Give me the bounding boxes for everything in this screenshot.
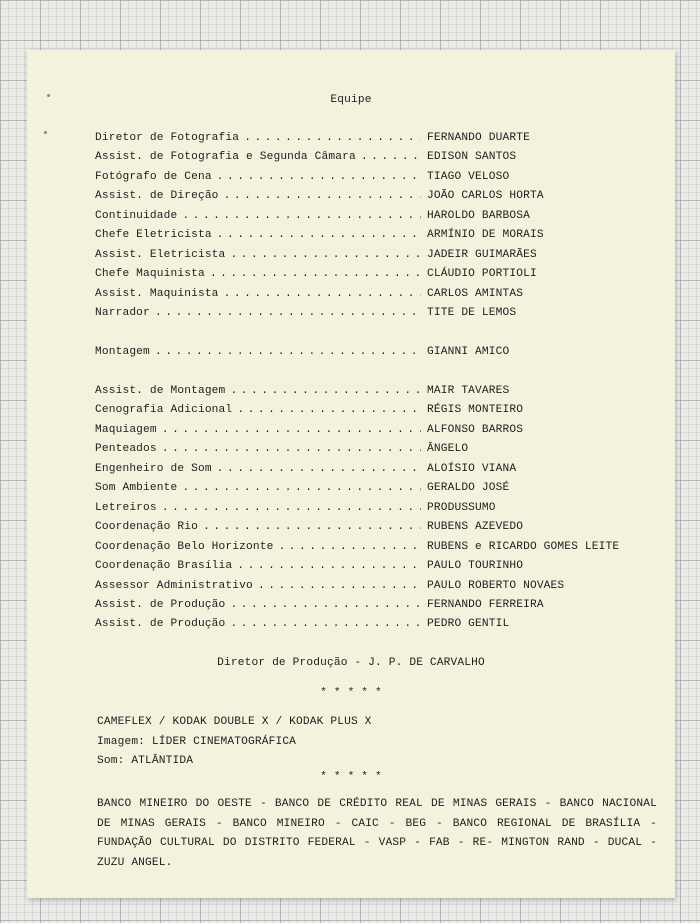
punch-mark	[44, 131, 47, 134]
crew-role: Montagem . . .	[95, 345, 421, 359]
acknowledgements: BANCO MINEIRO DO OESTE - BANCO DE CRÉDITO REAL DE MINAS GERAIS - BANCO NACIONAL DE MINAS GERAIS - BANCO MINEIRO - CAIC - BEG - BANCO REGIONAL DE BRASÍLIA - FUNDAÇÃO CULTURAL DO DISTRITO FEDERAL - VASP - FAB - RE- MINGTON RAND - DUCAL - ZUZU ANGEL.	[97, 798, 657, 869]
crew-name: ÂNGELO	[427, 443, 469, 455]
crew-name: PAULO TOURINHO	[427, 560, 524, 572]
crew-role: Letreiros . . .	[95, 501, 421, 515]
crew-role: Assessor Administrativo . . .	[95, 579, 421, 593]
crew-role: Chefe Eletricista . . .	[95, 228, 421, 242]
crew-role: Assist. Maquinista . . .	[95, 287, 421, 301]
crew-role: Narrador . . .	[95, 306, 421, 320]
crew-role: Maquiagem . . .	[95, 423, 421, 437]
crew-name: MAIR TAVARES	[427, 385, 510, 397]
crew-role: Penteados . . .	[95, 442, 421, 456]
crew-name: CLÁUDIO PORTIOLI	[427, 268, 537, 280]
crew-role: Assist. de Produção . . .	[95, 598, 421, 612]
crew-name: CARLOS AMINTAS	[427, 288, 524, 300]
crew-name: FERNANDO DUARTE	[427, 132, 530, 144]
crew-name: GIANNI AMICO	[427, 346, 510, 358]
crew-role: Fotógrafo de Cena . . .	[95, 170, 421, 184]
crew-role: Cenografia Adicional . . .	[95, 403, 421, 417]
crew-role: Coordenação Belo Horizonte . . .	[95, 540, 421, 554]
crew-role: Assist. de Montagem . . .	[95, 384, 421, 398]
crew-name: FERNANDO FERREIRA	[427, 599, 544, 611]
crew-role: Diretor de Fotografia . . .	[95, 131, 421, 145]
tech-line: CAMEFLEX / KODAK DOUBLE X / KODAK PLUS X	[97, 716, 372, 728]
crew-name: RÉGIS MONTEIRO	[427, 404, 524, 416]
separator: * * * * *	[320, 687, 382, 699]
crew-role: Chefe Maquinista . . .	[95, 267, 421, 281]
crew-name: HAROLDO BARBOSA	[427, 210, 530, 222]
separator: * * * * *	[320, 771, 382, 783]
crew-name: ARMÍNIO DE MORAIS	[427, 229, 544, 241]
crew-name: TIAGO VELOSO	[427, 171, 510, 183]
crew-role: Assist. de Produção . . .	[95, 617, 421, 631]
crew-name: PEDRO GENTIL	[427, 618, 510, 630]
crew-name: RUBENS e RICARDO GOMES LEITE	[427, 541, 620, 553]
crew-role: Assist. Eletricista . . .	[95, 248, 421, 262]
crew-role: Som Ambiente . . .	[95, 481, 421, 495]
crew-name: RUBENS AZEVEDO	[427, 521, 524, 533]
crew-role: Assist. de Fotografia e Segunda Câmara . . .	[95, 150, 421, 164]
page-title: Equipe	[330, 94, 372, 106]
crew-role: Continuidade . . .	[95, 209, 421, 223]
crew-name: PRODUSSUMO	[427, 502, 496, 514]
crew-name: EDISON SANTOS	[427, 151, 517, 163]
document-page	[27, 50, 675, 898]
producer-line: Diretor de Produção - J. P. DE CARVALHO	[217, 657, 485, 669]
crew-name: JOÃO CARLOS HORTA	[427, 190, 544, 202]
crew-role: Engenheiro de Som . . .	[95, 462, 421, 476]
crew-name: TITE DE LEMOS	[427, 307, 517, 319]
crew-name: GERALDO JOSÉ	[427, 482, 510, 494]
crew-name: PAULO ROBERTO NOVAES	[427, 580, 565, 592]
crew-name: ALOÍSIO VIANA	[427, 463, 517, 475]
crew-role: Assist. de Direção . . .	[95, 189, 421, 203]
crew-name: ALFONSO BARROS	[427, 424, 524, 436]
crew-role: Coordenação Rio . . .	[95, 520, 421, 534]
crew-name: JADEIR GUIMARÃES	[427, 249, 537, 261]
tech-line: Imagem: LÍDER CINEMATOGRÁFICA	[97, 736, 297, 748]
tech-line: Som: ATLÂNTIDA	[97, 755, 194, 767]
crew-role: Coordenação Brasília . . .	[95, 559, 421, 573]
